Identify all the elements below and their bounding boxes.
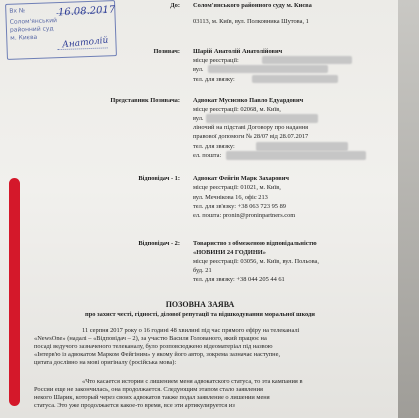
defendant2-name-2: «НОВИНИ 24 ГОДИНИ»	[193, 249, 266, 256]
stamp-line-4: м. Києва	[10, 33, 38, 42]
representative-contract-2: правової допомоги № 28/07 від 28.07.2017	[193, 133, 309, 140]
redacted-plaintiff-address	[262, 56, 352, 64]
representative-contract-1: ліночий на підставі Договору про надання	[193, 124, 309, 131]
plaintiff-phone: тел. для звязку:	[193, 76, 235, 83]
plaintiff-label: Позивач:	[153, 48, 180, 55]
redacted-representative-phone	[256, 142, 348, 151]
defendant2-phone: тел. для звязку: +38 044 205 44 61	[193, 276, 285, 283]
body-line-2: «NewsOne» (надалі – «Відповідач – 2), за участю Василя Голованого, який працює на	[34, 335, 267, 342]
quote-line-1: «Что касается истории с лишением меня адвокатского статуса, то эта кампания в	[82, 378, 303, 385]
stamp-signature: Анатолій	[61, 35, 109, 51]
stamp-line-3: районний суд	[9, 25, 54, 34]
representative-street: вул.	[193, 115, 204, 122]
body-line-1: 11 серпня 2017 року о 16 годині 48 хвилині під час прямого ефіру на телеканалі	[82, 327, 300, 334]
document-title: ПОЗОВНА ЗАЯВА	[165, 300, 235, 309]
quote-line-3: некого Шарик, который через своих адвокатов также подал заявление о лишении меня	[34, 394, 270, 401]
defendant2-name-1: Товариство з обмеженою відповідальністю	[193, 240, 317, 247]
red-marker-strip	[9, 178, 20, 406]
defendant2-label: Відповідач - 2:	[138, 240, 180, 247]
defendant1-name: Адвокат Фейгін Марк Захарович	[193, 175, 290, 182]
quote-line-4: статуса. Это уже продолжается какое-то время, все эти артикулируется из	[34, 402, 235, 409]
stamp-handwritten-date: 16.08.2017	[57, 4, 116, 19]
redacted-plaintiff-street	[208, 65, 328, 73]
court-address: 03113, м. Київ, вул. Полковника Шутова, 1	[193, 18, 309, 25]
redacted-plaintiff-phone	[252, 75, 338, 83]
body-line-4: «Інтерв'ю із адвокатом Марком Фейгіним» у якому його автор, зокрема зазначає наступне,	[34, 351, 281, 358]
defendant1-email: ел. пошта: pronin@proninpartners.com	[193, 212, 296, 219]
body-line-5: цитата дослівно на мові оригіналу (російська мова):	[34, 359, 177, 366]
defendant1-label: Відповідач - 1:	[138, 175, 180, 182]
quote-line-2: России еще не закончилась, она продолжается. Следующим этапом стало заявления	[34, 386, 263, 393]
representative-name: Адвокат Мусиєнко Павло Едуардович	[193, 97, 304, 104]
defendant2-registration-1: місце реєстрації: 03056, м. Київ, вул. Польова,	[193, 258, 319, 265]
plaintiff-street: вул.	[193, 66, 204, 73]
defendant1-registration: місце реєстрації: 01021, м. Київ,	[193, 184, 281, 191]
plaintiff-registration: місце реєстрації:	[193, 57, 239, 64]
redacted-representative-street	[206, 114, 318, 123]
representative-registration: місце реєстрації: 02068, м. Київ,	[193, 106, 281, 113]
document-subtitle: про захист честі, гідності, ділової репутації та відшкодування моральної шкоди	[85, 311, 315, 318]
defendant2-registration-2: буд. 21	[193, 267, 212, 274]
representative-phone: тел. для звязку:	[193, 143, 235, 150]
representative-email: ел. пошта:	[193, 152, 222, 159]
court-name: Солом'янського районного суду м. Києва	[193, 2, 312, 9]
defendant1-phone: тел. для зв'язку: +38 063 723 95 89	[193, 203, 286, 210]
stamp-line-2: Солом'янський	[9, 17, 58, 26]
plaintiff-name: Шарій Анатолій Анатолійович	[193, 48, 283, 55]
representative-label: Представник Позивача:	[110, 97, 180, 104]
defendant1-street: вул. Мечнікова 16, офіс 213	[193, 194, 268, 201]
body-line-3: посаді ведучого зазначеного телеканалу, було розповсюджено відеоматеріал під назвою	[34, 343, 273, 350]
redacted-representative-email	[226, 151, 366, 160]
background-surface	[398, 0, 419, 418]
court-label: До:	[170, 2, 180, 9]
stamp-line-1: Вх №	[9, 7, 26, 15]
